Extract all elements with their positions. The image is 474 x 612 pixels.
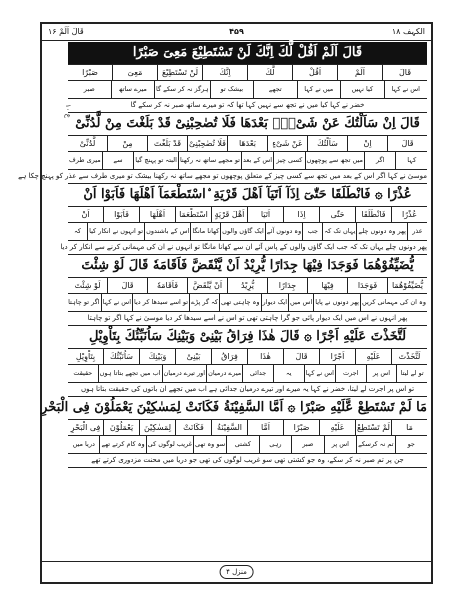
arabic-word: لَّكَ [247, 65, 292, 80]
arabic-word: لَتَّخَذْتَ [391, 349, 427, 364]
word-row [68, 420, 427, 436]
arabic-word: فِيْهَا [307, 278, 347, 293]
meaning-row [68, 436, 427, 454]
arabic-word: حَتّٰى [319, 207, 355, 222]
word-meaning: جدائی [242, 365, 273, 382]
arabic-word: اَجْرًا [319, 349, 355, 364]
arabic-word: سَاَلْتُكَ [307, 136, 347, 151]
manzil-label: منزل ۴ [219, 565, 254, 579]
word-meaning: اس پر [324, 436, 356, 453]
word-meaning: رہی [259, 436, 291, 453]
verse-block [18, 113, 427, 184]
arabic-word: بَيْنِىْ [175, 349, 211, 364]
ruku-marker: ع ۱۰ [64, 104, 72, 118]
verse-block [60, 184, 427, 255]
arabic-word: مَا [391, 420, 427, 435]
arabic-word: اِذَا [283, 207, 319, 222]
arabic-word: فَاَقَامَهٗ [147, 278, 187, 293]
word-meaning: اس نے کہا [101, 294, 132, 311]
word-meaning: تم نہ کرسکے [356, 436, 394, 453]
word-meaning: ہرگز نہ کر سکے گا [154, 81, 210, 98]
meaning-row [68, 81, 427, 99]
word-meaning: اس میں [288, 294, 313, 311]
verse-content [18, 42, 427, 560]
arabic-word: مَعِىَ [112, 65, 157, 80]
word-meaning: میری طرف [69, 156, 101, 164]
arabic-word: لِمَسٰكِيْنَ [139, 420, 175, 435]
juz-label: قَالَ اَلَمْ ۱۶ [48, 27, 84, 36]
arabic-word: قَدْ بَلَغْتَ [147, 136, 187, 151]
word-meaning: غریب لوگوں کی [146, 436, 193, 453]
arabic-verse-line: عُذْرًا ۞ فَانْطَلَقَا حَتّٰىٓ اِذَآ اَتَيَآ اَهْلَ قَرْيَةِ ۨاسْتَطْعَمَآ اَهْلَهَا فَاَبَوْا اَنْ [68, 184, 427, 207]
urdu-translation: پھر دونوں چلے یہاں تک کہ جب ایک گاؤں والوں کے پاس آئے ان سے کھانا مانگا تو انہوں نے ان کی مہمانی کرنے سے انکار کر دیا [68, 241, 427, 255]
word-meaning: وہ ان کی مہمانی کریں [360, 294, 427, 311]
arabic-word: لَّدُنِّىْ [79, 139, 96, 148]
word-row [68, 136, 427, 152]
arabic-word: جِدَارًا [267, 278, 307, 293]
surah-label: الکہف ۱۸ [391, 27, 425, 36]
arabic-word: اِنَّكَ [202, 65, 247, 80]
meaning-row [68, 152, 427, 170]
arabic-word: لَمْ تَسْتَطِعْ [355, 420, 391, 435]
word-meaning: اگر [364, 152, 396, 169]
verse-block [68, 42, 427, 113]
verse-block [41, 397, 427, 468]
urdu-translation: جن پر تم صبر نہ کر سکے، وہ جو کشتی تھی سو غریب لوگوں کی تھی جو دریا میں محنت مزدوری کرتے تھے [68, 454, 427, 468]
word-meaning: اس کے باشندوں [144, 223, 190, 240]
arabic-word: اِنْ [347, 136, 387, 151]
word-meaning: وہ دونوں آئے [265, 223, 302, 240]
arabic-word: يُّضَيِّفُوْهُمَا [387, 278, 427, 293]
word-meaning: اگر تو چاہتا [68, 298, 100, 306]
arabic-word: فَكَانَتْ [175, 420, 211, 435]
word-meaning: عذر [407, 223, 427, 240]
verse-block [68, 255, 427, 326]
arabic-verse-line: لَتَّخَذْتَ عَلَيْهِ اَجْرًا ۞ قَالَ هٰذَا فِرَاقُ بَيْنِىْ وَبَيْنِكَ سَاُنَبِّئُكَ بِتَاْوِيْلِ [68, 326, 427, 349]
word-meaning: میں نے کہا [297, 81, 340, 98]
word-meaning: اس نے کہا [384, 81, 427, 98]
word-meaning: تو مجھے ساتھ نہ رکھنا [178, 152, 241, 169]
arabic-word: لَنْ تَسْتَطِيْعَ [157, 65, 202, 80]
word-meaning: دریا میں [72, 440, 95, 448]
word-row [68, 349, 427, 365]
arabic-word: فِرَاقُ [211, 349, 247, 364]
word-meaning: میرے ساتھ [111, 81, 154, 98]
arabic-word: يُّرِيْدُ [227, 278, 267, 293]
quran-page [18, 22, 433, 584]
arabic-word: اَهْلَ قَرْيَةٍ [211, 207, 247, 222]
urdu-translation: موسیٰ نے کہا اگر اس کے بعد میں تجھ سے کسی چیز کے متعلق پوچھوں تو مجھے ساتھ نہ رکھنا بیشک تو میری طرف سے عذر کو پہنچ چکا ہے [68, 170, 427, 184]
arabic-word: قَالَ [387, 136, 427, 151]
arabic-word: بَعْدَهَا [227, 136, 267, 151]
word-meaning: اب میں تجھے بتاتا ہوں [98, 365, 162, 382]
arabic-word: اَنْ يَّنْقَضَّ [187, 278, 227, 293]
word-meaning: بیشک تو [210, 81, 253, 98]
arabic-word: بِتَاْوِيْلِ [75, 352, 96, 361]
word-meaning: کھانا مانگا [190, 223, 220, 240]
arabic-verse-line: يُّضَيِّفُوْهُمَا فَوَجَدَا فِيْهَا جِدَارًا يُّرِيْدُ اَنْ يَّنْقَضَّ فَاَقَامَهٗ قَالَ لَوْ شِئْتَ [68, 255, 427, 278]
arabic-verse-line: مَا لَمْ تَسْتَطِعْ عَّلَيْهِ صَبْرًا ۞ اَمَّا السَّفِيْنَةُ فَكَانَتْ لِمَسٰكِيْنَ يَعْمَلُوْنَ فِى الْبَحْرِ [68, 397, 427, 420]
arabic-word: فَاَبَوْا [103, 207, 139, 222]
word-meaning: پھر دونوں نے پایا [313, 294, 360, 311]
arabic-word: اَمَّا [247, 420, 283, 435]
arabic-word: عَنْ شَىْءٍ [267, 136, 307, 151]
word-meaning: سو وہ تھی [193, 436, 226, 453]
arabic-word: فِى الْبَحْرِ [70, 423, 101, 432]
word-meaning: جب [302, 223, 322, 240]
page-header [42, 24, 431, 41]
word-meaning: کہا [395, 152, 427, 169]
arabic-word: مِنْ [107, 136, 147, 151]
arabic-word: سَاُنَبِّئُكَ [103, 349, 139, 364]
word-meaning: اس پر [366, 365, 397, 382]
arabic-word: عُذْرًا [391, 207, 427, 222]
word-meaning: کشتی [226, 436, 258, 453]
arabic-word: فَانْطَلَقَا [355, 207, 391, 222]
urdu-translation: خضر نے کہا کیا میں نے تجھ سے نہیں کہا تھا کہ تو میرے ساتھ صبر نہ کر سکے گا [68, 99, 427, 113]
arabic-word: قَالَ [283, 349, 319, 364]
meaning-row [68, 294, 427, 312]
word-meaning: اس نے کہا [304, 365, 335, 382]
word-meaning: کسی چیز [273, 152, 305, 169]
word-row [68, 278, 427, 294]
word-meaning: کہ [74, 227, 82, 235]
verse-block [68, 326, 427, 397]
word-meaning: یہ [273, 365, 304, 382]
word-meaning: پھر وہ دونوں چلے [356, 223, 407, 240]
arabic-word: اَلَمْ [337, 65, 382, 80]
word-meaning: وہ چاہتی تھی [219, 294, 261, 311]
arabic-word: اسْتَطْعَمَا [175, 207, 211, 222]
word-meaning: اور تیرے درمیان [162, 365, 207, 382]
word-meaning: صبر [83, 85, 95, 93]
arabic-word: قَالَ [382, 65, 427, 80]
arabic-word: السَّفِيْنَةُ [211, 420, 247, 435]
arabic-word: صَبْرًا [82, 68, 98, 77]
word-meaning: البتہ تو پہنچ گیا [133, 152, 178, 169]
meaning-row [68, 223, 427, 241]
urdu-translation: تو اس پر اجرت لے لیتا، خضر نے کہا یہ میرے اور تیرے درمیان جدائی ہے اب میں تجھے ان باتوں کی حقیقت بتاتا ہوں [68, 383, 427, 397]
word-meaning: سے [102, 152, 134, 169]
word-meaning: ایک گاؤں والوں [220, 223, 265, 240]
arabic-word: عَلَيْهِ [319, 420, 355, 435]
arabic-word: لَوْ شِئْتَ [74, 281, 101, 290]
arabic-word: وَبَيْنِكَ [139, 349, 175, 364]
word-meaning: تو لے لیتا [396, 365, 427, 382]
page-footer [42, 561, 431, 582]
meaning-row [68, 365, 427, 383]
arabic-word: قَالَ [107, 278, 147, 293]
word-meaning: تو انہوں نے انکار کیا [87, 223, 144, 240]
urdu-translation: پھر انہوں نے اس میں ایک دیوار پائی جو گرا چاہتی تھی تو اس نے اسے سیدھا کر دیا موسیٰ نے کہا اگر تو چاہتا [68, 312, 427, 326]
word-meaning: اس کے بعد [241, 152, 273, 169]
word-meaning: کیا نہیں [340, 81, 383, 98]
arabic-word: اَنْ [81, 210, 90, 219]
arabic-word: اَقُلْ [292, 65, 337, 80]
arabic-verse-line: قَالَ اِنْ سَاَلْتُكَ عَنْ شَىْءٍۭ بَعْدَهَا فَلَا تُصٰحِبْنِىْ قَدْ بَلَغْتَ مِنْ لَّدُنِّىْ [68, 113, 427, 136]
arabic-word: يَعْمَلُوْنَ [103, 420, 139, 435]
arabic-word: فَلَا تُصٰحِبْنِىْ [187, 136, 227, 151]
arabic-word: اَهْلَهَا [139, 207, 175, 222]
word-meaning: میرے درمیان [206, 365, 242, 382]
word-meaning: صبر [291, 436, 323, 453]
arabic-word: هٰذَا [247, 349, 283, 364]
word-meaning: حقیقت [73, 369, 93, 377]
arabic-verse-line: قَالَ اَلَمْ اَقُلْ لَّكَ اِنَّكَ لَنْ تَسْتَطِيْعَ مَعِىَ صَبْرًا [68, 42, 427, 65]
word-meaning: میں تجھ سے پوچھوں [305, 152, 364, 169]
arabic-word: صَبْرًا [283, 420, 319, 435]
word-row [68, 207, 427, 223]
arabic-word: فَوَجَدَا [347, 278, 387, 293]
word-meaning: ایک دیوار [261, 294, 289, 311]
arabic-word: عَلَيْهِ [355, 349, 391, 364]
word-meaning: تو اسے سیدھا کر دیا [132, 294, 189, 311]
word-meaning: وہ کام کرتے تھے [99, 436, 145, 453]
arabic-word: اَتَيَا [247, 207, 283, 222]
word-meaning: کہ گر پڑے [189, 294, 219, 311]
word-row [68, 65, 427, 81]
word-meaning: اجرت [335, 365, 366, 382]
word-meaning: تجھے [253, 81, 296, 98]
page-number: ۴۵۹ [229, 27, 244, 36]
word-meaning: جو [395, 436, 427, 453]
word-meaning: یہاں تک کہ [322, 223, 356, 240]
